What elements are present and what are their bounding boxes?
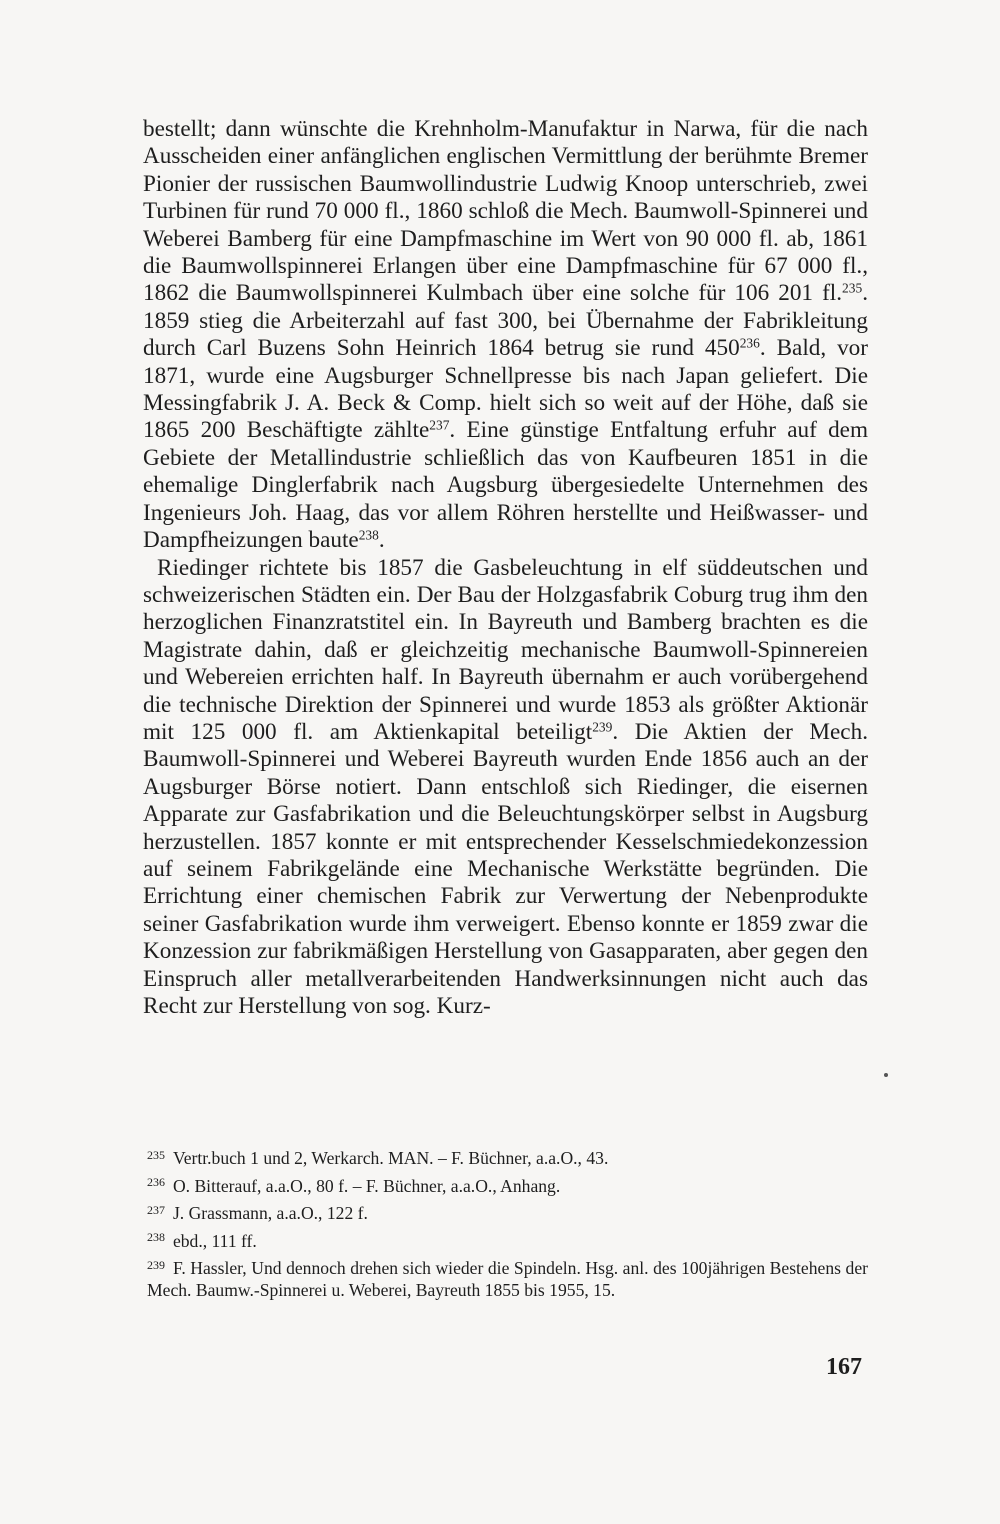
footnote-reference: 238 <box>358 527 379 543</box>
footnote <box>143 1258 868 1301</box>
footnote-text: J. Grassmann, a.a.O., 122 f. <box>172 1203 368 1223</box>
margin-mark <box>884 1073 888 1077</box>
text-run: . Eine günstige Entfaltung erfuhr auf dem Gebiete der Metallindustrie schließlich das von Kaufbeuren 1851 in die ehemalige Dinglerfabrik nach Augsburg übergesiedelte Unternehmen des Ingenieurs Joh. Haag, das vor allem Röhren herstellte und Heißwasser- und Dampfheizungen baute <box>143 417 868 554</box>
footnote <box>143 1203 868 1225</box>
footnote <box>143 1231 868 1253</box>
footnote-number: 235 <box>147 1147 165 1162</box>
footnote-number: 237 <box>147 1202 165 1217</box>
paragraph <box>143 555 868 1021</box>
footnote <box>143 1148 868 1170</box>
text-run: . 1859 stieg die Arbeiterzahl auf fast 300, bei Übernahme der Fabrikleitung durch Carl Buzens Sohn Heinrich 1864 betrug sie rund 450 <box>143 280 868 362</box>
footnote-reference: 236 <box>739 335 760 351</box>
footnote-number: 239 <box>147 1257 165 1272</box>
footnotes <box>143 1148 868 1307</box>
text-run: Riedinger richtete bis 1857 die Gasbeleuchtung in elf süddeutschen und schweizerischen Städten ein. Der Bau der Holzgasfabrik Coburg trug ihm den herzoglichen Finanzratstitel ein. In Bayreuth und Bamberg brachten es die Magistrate dahin, daß er gleichzeitig mechanische Baumwoll-Spinnereien und Webereien errichten half. In Bayreuth übernahm er auch vorübergehend die technische Direktion der Spinnerei und wurde 1853 als größter Aktionär mit 125 000 fl. am Aktienkapital beteiligt <box>143 554 868 745</box>
paragraph <box>143 116 868 555</box>
footnote-text: O. Bitterauf, a.a.O., 80 f. – F. Büchner, a.a.O., Anhang. <box>172 1175 561 1196</box>
body-text <box>143 116 868 1020</box>
footnote-reference: 239 <box>592 719 613 735</box>
footnote-reference: 235 <box>842 281 863 297</box>
text-run: bestellt; dann wünschte die Krehnholm-Manufaktur in Narwa, für die nach Ausscheiden einer anfänglichen englischen Vermittlung der berühmte Bremer Pionier der russischen Baumwollindustrie Ludwig Knoop unterschrieb, zwei Turbinen für rund 70 000 fl., 1860 schloß die Mech. Baumwoll-Spinnerei und Weberei Bamberg für eine Dampfmaschine im Wert von 90 000 fl. ab, 1861 die Baumwollspinnerei Erlangen über eine Dampfmaschine für 67 000 fl., 1862 die Baumwollspinnerei Kulmbach über eine solche für 106 201 fl. <box>143 116 868 307</box>
footnote-reference: 237 <box>429 418 450 434</box>
text-run: . Bald, vor 1871, wurde eine Augsburger Schnellpresse bis nach Japan geliefert. Die Messingfabrik J. A. Beck & Comp. hielt sich so weit auf der Höhe, daß sie 1865 200 Beschäftigte zählte <box>143 335 868 444</box>
text-run: . <box>378 527 385 554</box>
footnote-number: 238 <box>147 1230 165 1245</box>
footnote-text: Vertr.buch 1 und 2, Werkarch. MAN. – F. Büchner, a.a.O., 43. <box>172 1148 609 1168</box>
footnote-text: F. Hassler, Und dennoch drehen sich wieder die Spindeln. Hsg. anl. des 100jährigen Bestehens der Mech. Baumw.-Spinnerei u. Weberei, Bayreuth 1855 bis 1955, 15. <box>147 1258 868 1300</box>
footnote-number: 236 <box>147 1175 165 1190</box>
page-number: 167 <box>826 1354 862 1380</box>
text-run: . Die Aktien der Mech. Baumwoll-Spinnerei und Weberei Bayreuth wurden Ende 1856 auch an der Augsburger Börse notiert. Dann entschloß sich Riedinger, die eisernen Apparate zur Gasfabrikation und die Beleuchtungskörper selbst in Augsburg herzustellen. 1857 konnte er mit entsprechender Kesselschmiedekonzession auf seinem Fabrikgelände eine Mechanische Werkstätte begründen. Die Errichtung einer chemischen Fabrik zur Verwertung der Nebenprodukte seiner Gasfabrikation wurde ihm verweigert. Ebenso konnte er 1859 zwar die Konzession zur fabrikmäßigen Herstellung von Gasapparaten, aber gegen den Einspruch aller metallverarbeitenden Handwerksinnungen nicht auch das Recht zur Herstellung von sog. Kurz- <box>143 718 868 1019</box>
footnote <box>143 1176 868 1198</box>
footnote-text: ebd., 111 ff. <box>172 1230 257 1251</box>
